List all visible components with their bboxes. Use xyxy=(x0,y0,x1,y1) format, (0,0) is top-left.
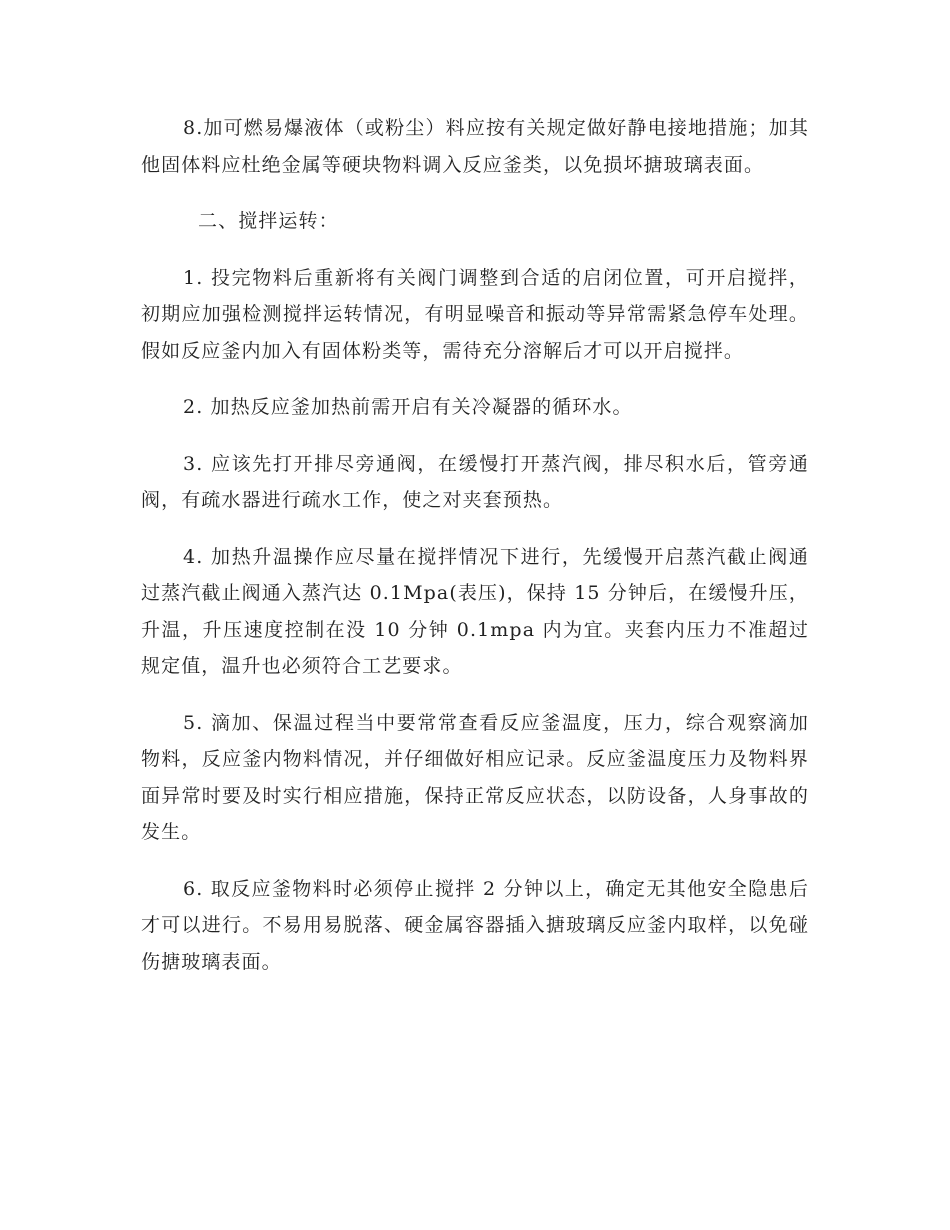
document-body xyxy=(141,110,809,1000)
paragraph-item-6-sampling: 6. 取反应釜物料时必须停止搅拌 2 分钟以上，确定无其他安全隐患后才可以进行。不易用易脱落、硬金属容器插入搪玻璃反应釜内取样，以免碰伤搪玻璃表面。 xyxy=(141,877,809,973)
paragraph-item-1-start-stirring: 1. 投完物料后重新将有关阀门调整到合适的启闭位置，可开启搅拌，初期应加强检测搅拌运转情况，有明显噪音和振动等异常需紧急停车处理。假如反应釜内加入有固体粉类等，需待充分溶解后才可以开启搅拌。 xyxy=(141,266,809,362)
paragraph-item-4-temperature-rise: 4. 加热升温操作应尽量在搅拌情况下进行，先缓慢开启蒸汽截止阀通过蒸汽截止阀通入蒸汽达 0.1Mpa(表压)，保持 15 分钟后，在缓慢升压，升温，升压速度控制在没 10 分钟 0.1mpa 内为宜。夹套内压力不准超过规定值，温升也必须符合工艺要求。 xyxy=(141,545,809,677)
paragraph-item-3-bypass-valve: 3. 应该先打开排尽旁通阀，在缓慢打开蒸汽阀，排尽积水后，管旁通阀，有疏水器进行疏水工作，使之对夹套预热。 xyxy=(141,452,809,511)
section-heading-stirring: 二、搅拌运转： xyxy=(198,210,339,232)
paragraph-item-8-charging: 8.加可燃易爆液体（或粉尘）料应按有关规定做好静电接地措施；加其他固体料应杜绝金属等硬块物料调入反应釜类，以免损坏搪玻璃表面。 xyxy=(141,117,809,176)
paragraph-item-5-dropping-insulation: 5. 滴加、保温过程当中要常常查看反应釜温度，压力，综合观察滴加物料，反应釜内物料情况，并仔细做好相应记录。反应釜温度压力及物料界面异常时要及时实行相应措施，保持正常反应状态，以防设备，人身事故的发生。 xyxy=(141,711,809,843)
paragraph-item-2-heating: 2. 加热反应釜加热前需开启有关冷凝器的循环水。 xyxy=(183,396,633,418)
